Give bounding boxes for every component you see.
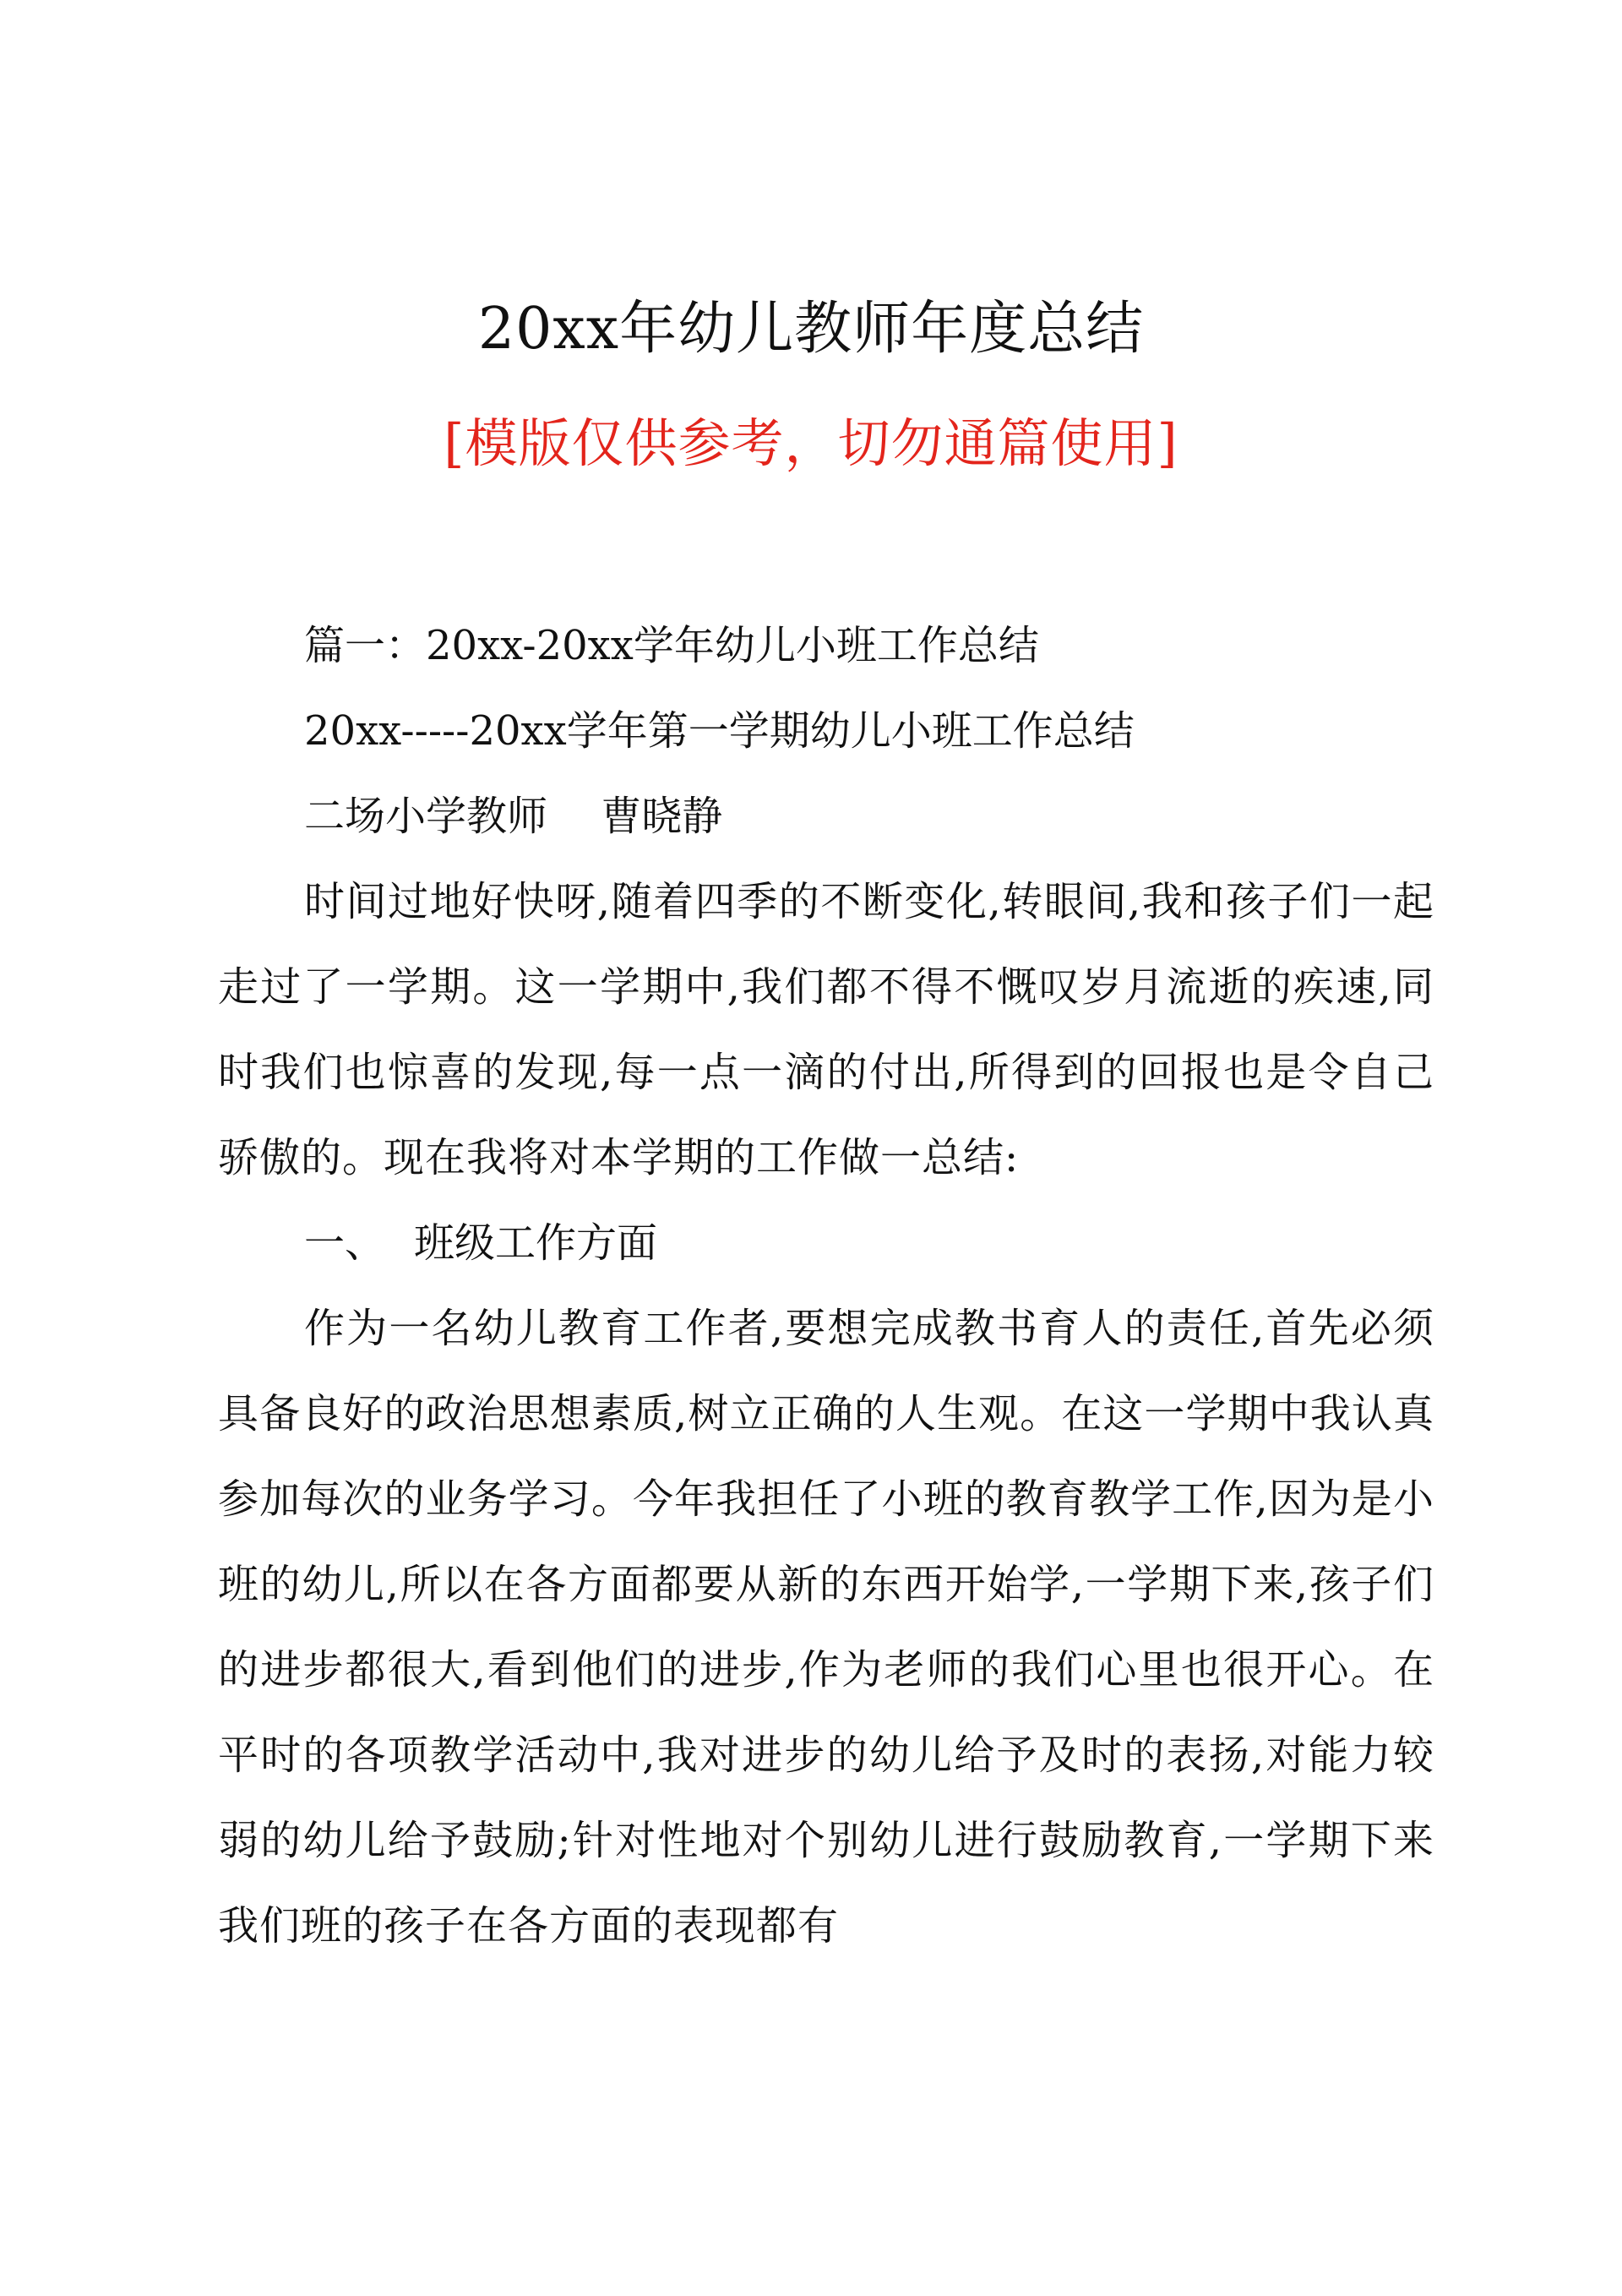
heading-line-2: 20xx-----20xx学年第一学期幼儿小班工作总结 [304,707,1135,755]
template-notice: [模版仅供参考，切勿通篇使用] [444,412,1178,474]
section-number: 一、 [304,1219,386,1267]
document-title: 20xx年幼儿教师年度总结 [477,296,1145,363]
section-heading-1 [218,1201,1434,1286]
heading-line-1: 篇一：20xx-20xx学年幼儿小班工作总结 [304,622,1039,669]
document-body [218,603,1434,1969]
paragraph-intro: 时间过地好快呀,随着四季的不断变化,转眼间,我和孩子们一起走过了一学期。这一学期中,我们都不得不慨叹岁月流逝的疾速,同时我们也惊喜的发现,每一点一滴的付出,所得到的回报也是令自己骄傲的。现在我将对本学期的工作做一总结: [218,878,1434,1181]
author-line: 二场小学教师 曹晓静 [304,793,723,840]
section-label: 班级工作方面 [414,1219,658,1267]
paragraph-class-work: 作为一名幼儿教育工作者,要想完成教书育人的责任,首先必须具备良好的政治思想素质,树立正确的人生观。在这一学期中我认真参加每次的业务学习。今年我担任了小班的教育教学工作,因为是小班的幼儿,所以在各方面都要从新的东西开始学,一学期下来,孩子们的进步都很大,看到他们的进步,作为老师的我们心里也很开心。在平时的各项教学活动中,我对进步的幼儿给予及时的表扬,对能力较弱的幼儿给予鼓励;针对性地对个别幼儿进行鼓励教育,一学期下来我们班的孩子在各方面的表现都有 [218,1305,1434,1950]
